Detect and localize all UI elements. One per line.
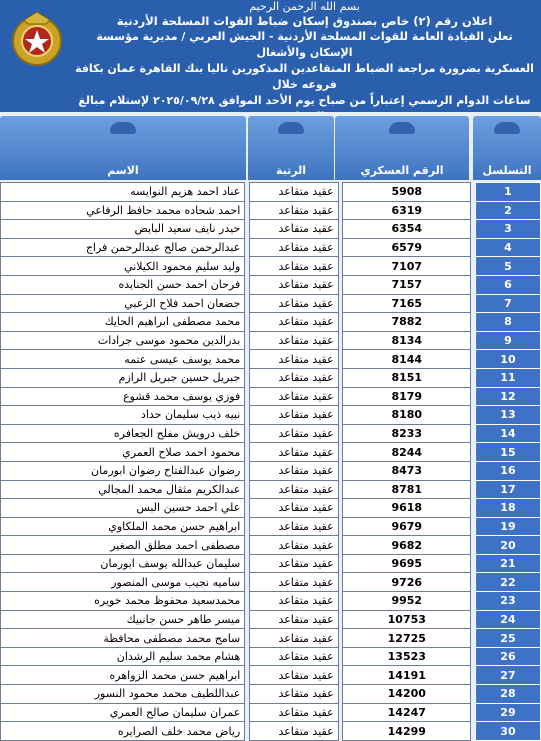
row-seq: 2 — [475, 201, 540, 220]
column-gap — [471, 647, 476, 666]
column-gap — [245, 573, 250, 592]
row-military-number: 5908 — [343, 183, 471, 202]
row-military-number: 9618 — [343, 499, 471, 518]
row-name: محمد يوسف عيسى عتمه — [1, 350, 245, 369]
column-gap — [245, 220, 250, 239]
row-seq: 24 — [475, 610, 540, 629]
row-military-number: 8179 — [343, 387, 471, 406]
column-gap — [338, 517, 343, 536]
column-gap — [471, 424, 476, 443]
column-gap — [245, 629, 250, 648]
table-row — [1, 350, 541, 369]
table-row — [1, 666, 541, 685]
row-name: وليد سليم محمود الكيلاني — [1, 257, 245, 276]
row-name: ساميه نجيب موسى المنصور — [1, 573, 245, 592]
column-gap — [338, 685, 343, 704]
column-gap — [338, 443, 343, 462]
row-rank: عقيد متقاعد — [249, 480, 338, 499]
row-military-number: 8151 — [343, 368, 471, 387]
row-name: جبريل حسين جبريل الرازم — [1, 368, 245, 387]
table-row — [1, 275, 541, 294]
column-gap — [471, 461, 476, 480]
column-gap — [471, 275, 476, 294]
row-name: سامح محمد مصطفى محافظة — [1, 629, 245, 648]
row-rank: عقيد متقاعد — [249, 275, 338, 294]
column-gap — [338, 313, 343, 332]
column-gap — [471, 629, 476, 648]
row-rank: عقيد متقاعد — [249, 517, 338, 536]
table-row — [1, 480, 541, 499]
column-gap — [245, 257, 250, 276]
row-seq: 13 — [475, 406, 540, 425]
column-gap — [245, 461, 250, 480]
row-name: نبيه ذيب سليمان حداد — [1, 406, 245, 425]
column-gap — [471, 610, 476, 629]
row-rank: عقيد متقاعد — [249, 443, 338, 462]
row-name: ابراهيم حسن محمد الملكاوي — [1, 517, 245, 536]
row-name: جضعان احمد فلاح الزعبي — [1, 294, 245, 313]
column-gap — [338, 368, 343, 387]
table-row — [1, 703, 541, 722]
column-gap — [245, 368, 250, 387]
row-name: عناد احمد هزيم النوايسه — [1, 183, 245, 202]
row-military-number: 9726 — [343, 573, 471, 592]
table-row — [1, 573, 541, 592]
column-gap — [245, 703, 250, 722]
column-gap — [338, 294, 343, 313]
row-name: عبدالكريم مثقال محمد المجالي — [1, 480, 245, 499]
row-seq: 8 — [475, 313, 540, 332]
column-gap — [471, 368, 476, 387]
row-name: محمد مصطفى ابراهيم الحايك — [1, 313, 245, 332]
column-gap — [471, 592, 476, 611]
table-row — [1, 220, 541, 239]
row-military-number: 7157 — [343, 275, 471, 294]
row-seq: 7 — [475, 294, 540, 313]
column-gap — [245, 592, 250, 611]
row-military-number: 8144 — [343, 350, 471, 369]
row-seq: 25 — [475, 629, 540, 648]
row-name: رضوان عبدالفتاح رضوان ابورمان — [1, 461, 245, 480]
column-gap — [338, 350, 343, 369]
row-seq: 28 — [475, 685, 540, 704]
column-gap — [471, 443, 476, 462]
table-row — [1, 554, 541, 573]
column-gap — [471, 685, 476, 704]
table-row — [1, 368, 541, 387]
column-gap — [245, 666, 250, 685]
table-row — [1, 685, 541, 704]
row-name: بدرالدين محمود موسى جرادات — [1, 331, 245, 350]
column-gap — [245, 443, 250, 462]
row-seq: 27 — [475, 666, 540, 685]
row-seq: 23 — [475, 592, 540, 611]
row-rank: عقيد متقاعد — [249, 499, 338, 518]
row-rank: عقيد متقاعد — [249, 703, 338, 722]
row-rank: عقيد متقاعد — [249, 313, 338, 332]
column-gap — [338, 461, 343, 480]
row-rank: عقيد متقاعد — [249, 257, 338, 276]
table-row — [1, 424, 541, 443]
column-gap — [245, 313, 250, 332]
column-gap — [338, 424, 343, 443]
table-row — [1, 257, 541, 276]
row-seq: 10 — [475, 350, 540, 369]
table-row — [1, 443, 541, 462]
announcement-line-2: العسكرية بضرورة مراجعة الضباط المتقاعدين المذكورين تاليا بنك القاهرة عمان بكافة فروعه خلال — [75, 62, 534, 91]
column-gap — [471, 666, 476, 685]
row-seq: 5 — [475, 257, 540, 276]
row-name: عبداللطيف محمد محمود النسور — [1, 685, 245, 704]
column-gap — [338, 238, 343, 257]
column-gap — [245, 183, 250, 202]
row-rank: عقيد متقاعد — [249, 238, 338, 257]
row-name: علي احمد حسين البس — [1, 499, 245, 518]
column-gap — [471, 331, 476, 350]
row-name: فرحان احمد حسن الجنايده — [1, 275, 245, 294]
column-gap — [471, 499, 476, 518]
row-military-number: 6579 — [343, 238, 471, 257]
row-military-number: 12725 — [343, 629, 471, 648]
column-gap — [338, 331, 343, 350]
table-row — [1, 406, 541, 425]
column-header-name: الاسم — [0, 116, 246, 180]
column-gap — [471, 406, 476, 425]
table-row — [1, 387, 541, 406]
row-military-number: 9679 — [343, 517, 471, 536]
row-rank: عقيد متقاعد — [249, 424, 338, 443]
row-military-number: 7107 — [343, 257, 471, 276]
table-row — [1, 238, 541, 257]
row-rank: عقيد متقاعد — [249, 629, 338, 648]
column-gap — [245, 275, 250, 294]
row-seq: 22 — [475, 573, 540, 592]
column-gap — [471, 183, 476, 202]
row-military-number: 9695 — [343, 554, 471, 573]
row-seq: 9 — [475, 331, 540, 350]
column-gap — [471, 201, 476, 220]
column-gap — [471, 387, 476, 406]
announcement-line-3: ساعات الدوام الرسمي إعتباراً من صباح يوم الأحد الموافق ٢٠٢٥/٠٩/٢٨ لإستلام مبالغ — [78, 94, 531, 107]
column-gap — [245, 536, 250, 555]
row-military-number: 14299 — [343, 722, 471, 741]
column-gap — [471, 350, 476, 369]
column-gap — [245, 424, 250, 443]
column-gap — [338, 536, 343, 555]
row-rank: عقيد متقاعد — [249, 666, 338, 685]
table-row — [1, 499, 541, 518]
column-header-seq: التسلسل — [473, 116, 541, 180]
row-military-number: 8781 — [343, 480, 471, 499]
row-military-number: 14247 — [343, 703, 471, 722]
column-gap — [338, 647, 343, 666]
row-rank: عقيد متقاعد — [249, 387, 338, 406]
row-military-number: 6319 — [343, 201, 471, 220]
row-rank: عقيد متقاعد — [249, 536, 338, 555]
table-row — [1, 517, 541, 536]
column-gap — [338, 592, 343, 611]
table-row — [1, 183, 541, 202]
row-name: حيدر نايف سعيد البايض — [1, 220, 245, 239]
army-emblem-icon — [6, 8, 68, 70]
column-gap — [471, 480, 476, 499]
announcement-line-1: تعلن القيادة العامة للقوات المسلحة الأردنية - الجيش العربي / مديرية مؤسسة الإسكان والأشغال — [96, 30, 513, 59]
row-seq: 26 — [475, 647, 540, 666]
column-gap — [338, 554, 343, 573]
column-gap — [471, 220, 476, 239]
basmala: بسم الله الرحمن الرحيم — [249, 0, 360, 13]
table-row — [1, 331, 541, 350]
row-rank: عقيد متقاعد — [249, 220, 338, 239]
row-rank: عقيد متقاعد — [249, 350, 338, 369]
row-military-number: 14191 — [343, 666, 471, 685]
row-name: عمران سليمان صالح العمري — [1, 703, 245, 722]
column-gap — [471, 313, 476, 332]
column-gap — [338, 703, 343, 722]
column-gap — [245, 480, 250, 499]
officers-table-area — [0, 112, 541, 738]
row-military-number: 8180 — [343, 406, 471, 425]
row-rank: عقيد متقاعد — [249, 722, 338, 741]
row-rank: عقيد متقاعد — [249, 368, 338, 387]
table-row — [1, 592, 541, 611]
table-row — [1, 461, 541, 480]
row-seq: 1 — [475, 183, 540, 202]
column-gap — [245, 517, 250, 536]
announcement-title: اعلان رقم (٢) خاص بصندوق إسكان ضباط القوات المسلحة الأردنية — [116, 14, 493, 28]
row-name: عبدالرحمن صالح عبدالرحمن فراج — [1, 238, 245, 257]
table-row — [1, 536, 541, 555]
table-row — [1, 313, 541, 332]
table-row — [1, 610, 541, 629]
column-gap — [245, 331, 250, 350]
column-gap — [471, 294, 476, 313]
row-rank: عقيد متقاعد — [249, 685, 338, 704]
row-name: محمود احمد صلاح العمري — [1, 443, 245, 462]
table-row — [1, 201, 541, 220]
row-military-number: 7882 — [343, 313, 471, 332]
officers-table — [0, 182, 541, 741]
row-rank: عقيد متقاعد — [249, 610, 338, 629]
row-rank: عقيد متقاعد — [249, 592, 338, 611]
row-military-number: 8233 — [343, 424, 471, 443]
row-name: محمدسعيد محفوظ محمد خويره — [1, 592, 245, 611]
row-military-number: 13523 — [343, 647, 471, 666]
row-name: سليمان عبدالله يوسف ابورمان — [1, 554, 245, 573]
row-seq: 3 — [475, 220, 540, 239]
row-seq: 11 — [475, 368, 540, 387]
row-seq: 18 — [475, 499, 540, 518]
column-gap — [471, 257, 476, 276]
column-gap — [245, 647, 250, 666]
table-row — [1, 294, 541, 313]
row-rank: عقيد متقاعد — [249, 573, 338, 592]
column-gap — [338, 406, 343, 425]
row-name: مصطفى احمد مطلق الصغير — [1, 536, 245, 555]
row-military-number: 14200 — [343, 685, 471, 704]
column-gap — [245, 610, 250, 629]
announcement-header — [0, 0, 541, 112]
row-seq: 17 — [475, 480, 540, 499]
table-row — [1, 647, 541, 666]
row-name: فوزي يوسف محمد قشوع — [1, 387, 245, 406]
row-seq: 16 — [475, 461, 540, 480]
column-gap — [245, 406, 250, 425]
row-rank: عقيد متقاعد — [249, 331, 338, 350]
row-seq: 30 — [475, 722, 540, 741]
column-gap — [338, 573, 343, 592]
row-military-number: 8473 — [343, 461, 471, 480]
row-seq: 6 — [475, 275, 540, 294]
column-gap — [338, 220, 343, 239]
column-gap — [471, 554, 476, 573]
column-gap — [338, 666, 343, 685]
row-seq: 12 — [475, 387, 540, 406]
column-gap — [338, 387, 343, 406]
row-name: خلف درويش مفلح الجعافره — [1, 424, 245, 443]
row-seq: 29 — [475, 703, 540, 722]
row-military-number: 9952 — [343, 592, 471, 611]
row-rank: عقيد متقاعد — [249, 406, 338, 425]
row-name: ميسر طاهر حسن جانبيك — [1, 610, 245, 629]
column-gap — [245, 201, 250, 220]
column-gap — [471, 238, 476, 257]
row-rank: عقيد متقاعد — [249, 183, 338, 202]
row-military-number: 8244 — [343, 443, 471, 462]
column-gap — [245, 294, 250, 313]
column-gap — [338, 610, 343, 629]
column-header-rank: الرتبة — [248, 116, 334, 180]
column-gap — [245, 238, 250, 257]
column-gap — [338, 257, 343, 276]
row-seq: 14 — [475, 424, 540, 443]
column-gap — [245, 499, 250, 518]
row-name: هشام محمد سليم الرشدان — [1, 647, 245, 666]
row-name: رياض محمد خلف الصرايره — [1, 722, 245, 741]
row-military-number: 9682 — [343, 536, 471, 555]
row-seq: 4 — [475, 238, 540, 257]
column-gap — [338, 499, 343, 518]
column-gap — [245, 554, 250, 573]
row-seq: 20 — [475, 536, 540, 555]
column-gap — [338, 183, 343, 202]
column-gap — [471, 703, 476, 722]
column-header-number: الرقم العسكري — [335, 116, 469, 180]
row-military-number: 8134 — [343, 331, 471, 350]
column-gap — [245, 387, 250, 406]
row-rank: عقيد متقاعد — [249, 647, 338, 666]
row-seq: 19 — [475, 517, 540, 536]
row-military-number: 6354 — [343, 220, 471, 239]
column-gap — [471, 573, 476, 592]
table-header — [0, 116, 541, 180]
column-gap — [338, 201, 343, 220]
row-rank: عقيد متقاعد — [249, 294, 338, 313]
row-seq: 15 — [475, 443, 540, 462]
column-gap — [338, 629, 343, 648]
row-military-number: 7165 — [343, 294, 471, 313]
column-gap — [338, 275, 343, 294]
column-gap — [245, 350, 250, 369]
column-gap — [338, 480, 343, 499]
row-rank: عقيد متقاعد — [249, 554, 338, 573]
column-gap — [471, 536, 476, 555]
table-row — [1, 629, 541, 648]
row-rank: عقيد متقاعد — [249, 201, 338, 220]
row-rank: عقيد متقاعد — [249, 461, 338, 480]
column-gap — [471, 517, 476, 536]
row-military-number: 10753 — [343, 610, 471, 629]
row-seq: 21 — [475, 554, 540, 573]
row-name: احمد شحاده محمد حافظ الرفاعي — [1, 201, 245, 220]
column-gap — [245, 685, 250, 704]
row-name: ابراهيم حسن محمد الزواهره — [1, 666, 245, 685]
